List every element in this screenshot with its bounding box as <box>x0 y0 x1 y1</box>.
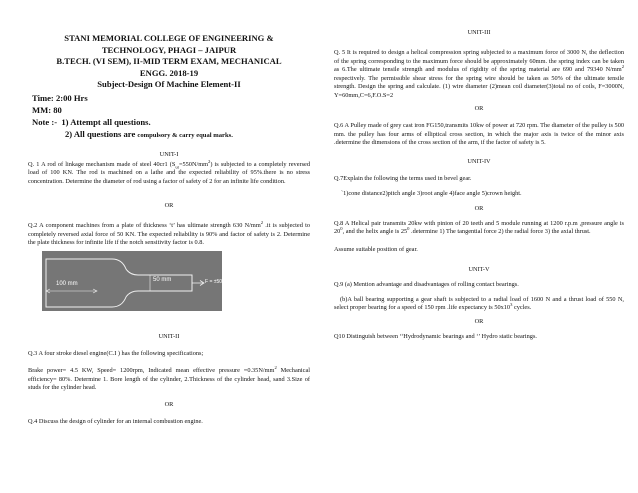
fig-label-50mm: 50 mm <box>153 276 172 283</box>
q9b-text-b: cycles. <box>512 304 532 311</box>
subject-title: Subject-Design Of Machine Element-II <box>97 79 241 90</box>
unit-5-title: UNIT-V <box>468 266 490 273</box>
exam-time: Time: 2:00 Hrs <box>32 92 88 103</box>
q3-text-a: Brake power= 4.5 KW, Speed= 1200rpm, Indicated mean effective pressure =0.35N/mm <box>28 367 275 375</box>
note-line-2 <box>32 128 310 142</box>
q5-sup: 2 <box>621 63 624 69</box>
or-divider-5: OR <box>474 317 484 325</box>
note-2b: compulsory & carry equal marks. <box>137 131 233 139</box>
right-column <box>334 0 624 341</box>
question-2 <box>28 222 310 248</box>
fig-label-force: F = ±50 KN <box>205 278 231 285</box>
question-8 <box>334 220 624 237</box>
question-9b <box>334 296 624 313</box>
or-divider-3: OR <box>474 105 484 112</box>
assumption-note: Assume suitable position of gear. <box>334 245 418 253</box>
unit-2-title: UNIT-II <box>158 332 180 340</box>
q9b-text-a: (b)A ball bearing supporting a gear shaft is subjected to a radial load of 1600 N and a thrust load of 550 N, select proper bearing for a speed of 150 rpm .life expectancy is 50x10 <box>334 295 624 311</box>
note-1: 1) Attempt all questions. <box>61 116 151 127</box>
question-4: Q.4 Discuss the design of cylinder for an internal combustion engine. <box>28 417 203 425</box>
max-marks: MM: 80 <box>32 104 62 115</box>
unit-1-title: UNIT-I <box>159 150 179 158</box>
q5-text-a: Q. 5 It is required to design a helical compression spring subjected to a maximum force of 3000 N, the deflection of the spring corresponding to the maximum force should be approximately 60mm. the spring index can be taken as 6.The ultimate tensile strength and modulus of rigidity of the spring material are 690 and 79340 N/mm <box>334 49 624 73</box>
q8-sup-1: 0 <box>340 225 343 231</box>
question-9a: Q.9 (a) Mention advantage and disadvantages of rolling contact bearings. <box>334 281 519 288</box>
q1-sup: 2 <box>208 158 211 164</box>
q1-text-b: =550N/mm <box>178 160 209 168</box>
unit-3-title: UNIT-III <box>467 29 491 36</box>
question-1 <box>28 158 310 187</box>
left-column <box>28 0 310 426</box>
question-6: Q.6 A Pulley made of grey cast iron FG150,transmits 10kw of power at 720 rpm. The diameter of the pulley is 500 mm. the pulley has four arms of elliptical cross section, in which the major axis is twice of the minor axis .determine the dimensions of the cross section of the arm, if the factor of safety is 5. <box>334 122 624 146</box>
question-5 <box>334 49 624 100</box>
question-7-terms: `1)cone distance2)pitch angle 3)root angle 4)face angle 5)crown height. <box>341 190 522 197</box>
exam-session: ENGG. 2018-19 <box>139 67 199 78</box>
q3-text-b: Mechanical efficiency= 80%. Determine 1. Bore length of the cylinder, 2.Thickness of the cylinder head, sand 3.Size of studs for the cylinder head. <box>28 367 310 392</box>
q9b-sup: 3 <box>510 301 513 307</box>
q2-text-a: Q.2 A component machines from a plate of thickness ‘t’ has ultimate strength 630 N/mm <box>28 222 261 230</box>
question-10: Q10 Distinguish between ‘‘Hydrodynamic bearings and ‘’ Hydro static bearings. <box>334 332 537 340</box>
q2-text-b: .it is subjected to completely reversed axial force of 50 KN. The expected reliability is 90% and factor of safety is 2. Determine the plate thickness for infinite life if the notch sensitivity factor is 0.8. <box>28 222 311 247</box>
q8-text-b: , and the helix angle is 25 <box>342 228 408 235</box>
or-divider-4: OR <box>474 204 484 212</box>
plate-figure <box>42 251 231 311</box>
college-location: TECHNOLOGY, PHAGI – JAIPUR <box>101 44 237 55</box>
q3-sup: 2 <box>274 365 277 371</box>
unit-4-title: UNIT-IV <box>467 157 491 165</box>
note-line-1 <box>32 116 310 128</box>
q2-sup: 2 <box>260 220 264 226</box>
question-3-intro: Q.3 A four stroke diesel engine(C.I ) has the following specifications; <box>28 349 204 357</box>
q1-text-a: Q. 1 A rod of linkage mechanism made of steel 40cr1 (S <box>28 160 176 168</box>
q5-text-b: respectively. The permissible shear stress for the spring wire should be taken as 50% of the ultimate tensile strength. Design the spring and calculate. (1) wire diameter (2)mean coil diameter(3)total no of coils, F=3000N, Y=60mm,C=6,F.O.S=2 <box>334 74 624 99</box>
college-name: STANI MEMORIAL COLLEGE OF ENGINEERING & <box>64 33 274 43</box>
exam-title: B.TECH. (VI SEM), II-MID TERM EXAM, MECHANICAL <box>56 56 282 67</box>
fig-label-100mm: 100 mm <box>56 280 78 287</box>
or-divider-2: OR <box>164 400 174 408</box>
q1-text-c: ) is subjected to a completely reversed load of 100 KN. The rod is machined on a lathe and the expected reliability of 95%.there is no stress concentration. Determine the diameter of rod using a factor of safety of 2 for an infinite life condition. <box>28 160 310 185</box>
q8-sup-2: 0 <box>407 225 410 231</box>
question-7: Q.7Explain the following the terms used in bevel gear. <box>334 174 472 182</box>
question-3-specs <box>28 367 310 393</box>
note-2a: 2) All questions are <box>65 128 138 139</box>
or-divider-1: OR <box>164 202 174 210</box>
note-label: Note :- <box>32 116 58 127</box>
q8-text-a: Q.8 A Helical pair transmits 20kw with pinion of 20 teeth and 5 module running at 1200 r.p.m ,pressure angle is 20 <box>334 219 624 235</box>
q8-text-c: .determine 1) The tangential force 2) the radial force 3) the axial thrust. <box>409 228 591 235</box>
q1-sub: ut <box>175 164 179 170</box>
